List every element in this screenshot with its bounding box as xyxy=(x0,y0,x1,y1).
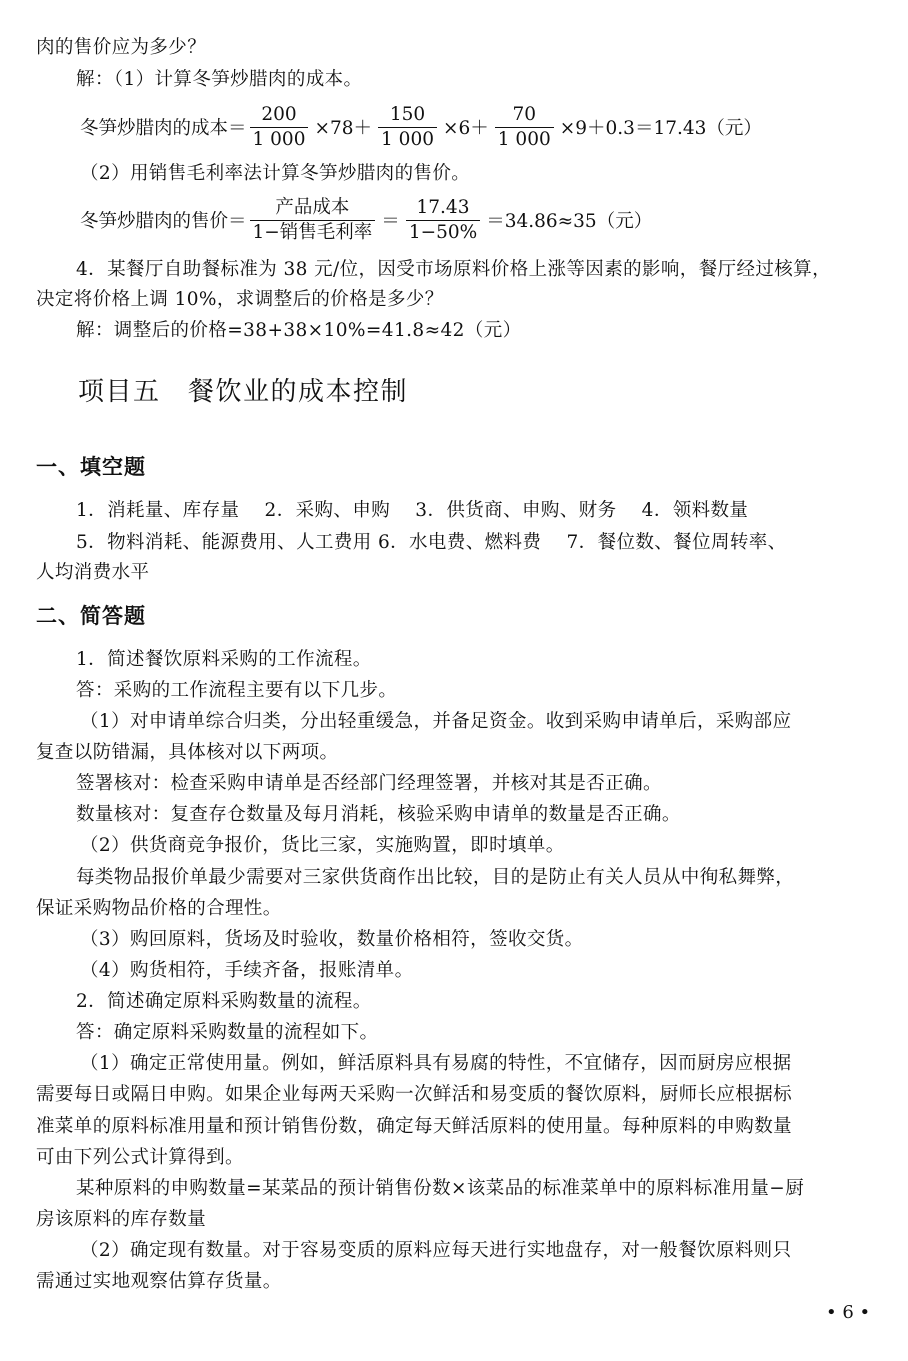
project-title: 项目五 餐饮业的成本控制 xyxy=(78,377,409,407)
fraction xyxy=(378,103,437,152)
paragraph-line: 准菜单的原料标准用量和预计销售份数，确定每天鲜活原料的使用量。每种原料的申购数量 xyxy=(36,1116,793,1137)
paragraph-line: 签署核对：检查采购申请单是否经部门经理签署，并核对其是否正确。 xyxy=(76,773,662,794)
paragraph-line: 决定将价格上调 10%，求调整后的价格是多少？ xyxy=(36,289,444,310)
paragraph-line: （2）用销售毛利率法计算冬笋炒腊肉的售价。 xyxy=(80,163,471,184)
paragraph-line: 答：确定原料采购数量的流程如下。 xyxy=(76,1022,379,1043)
answer-line: 5．物料消耗、能源费用、人工费用 6．水电费、燃料费 7．餐位数、餐位周转率、 xyxy=(76,532,787,553)
fraction-denominator: 1 000 xyxy=(495,127,554,152)
paragraph-line: （1）确定正常使用量。例如，鲜活原料具有易腐的特性，不宜储存，因而厨房应根据 xyxy=(80,1053,792,1074)
section-heading-fill-in: 一、填空题 xyxy=(36,455,146,479)
paragraph-line: 每类物品报价单最少需要对三家供货商作出比较，目的是防止有关人员从中徇私舞弊， xyxy=(76,867,795,888)
formula-term: ×9＋0.3＝17.43（元） xyxy=(559,118,762,139)
paragraph-line: （2）供货商竞争报价，货比三家，实施购置，即时填单。 xyxy=(80,835,565,856)
page-number: • 6 • xyxy=(826,1302,871,1323)
paragraph-line: 2．简述确定原料采购数量的流程。 xyxy=(76,991,372,1012)
answer-line: 1．消耗量、库存量 2．采购、申购 3．供货商、申购、财务 4．领料数量 xyxy=(76,500,749,521)
paragraph-line: 解：（1）计算冬笋炒腊肉的成本。 xyxy=(76,69,363,90)
formula-term: ＝ xyxy=(381,211,400,232)
formula-lhs: 冬笋炒腊肉的成本＝ xyxy=(80,118,247,139)
fraction-numerator: 产品成本 xyxy=(275,196,350,218)
paragraph-line: （4）购货相符，手续齐备，报账清单。 xyxy=(80,960,414,981)
price-formula xyxy=(80,193,655,247)
paragraph-line: 4．某餐厅自助餐标准为 38 元/位，因受市场原料价格上涨等因素的影响，餐厅经过核算， xyxy=(76,259,832,280)
formula-term: ×6＋ xyxy=(443,118,489,139)
fraction-numerator: 70 xyxy=(512,103,537,125)
paragraph-line: 数量核对：复查存仓数量及每月消耗，核验采购申请单的数量是否正确。 xyxy=(76,804,681,825)
paragraph-line: 需通过实地观察估算存货量。 xyxy=(36,1271,282,1292)
formula-term: ＝34.86≈35（元） xyxy=(486,211,653,232)
cost-formula xyxy=(80,100,765,154)
formula-lhs: 冬笋炒腊肉的售价＝ xyxy=(80,211,247,232)
paragraph-line: 解：调整后的价格=38+38×10%=41.8≈42（元） xyxy=(76,320,522,341)
fraction xyxy=(495,103,554,152)
fraction-numerator: 17.43 xyxy=(416,196,470,218)
paragraph-line: （1）对申请单综合归类，分出轻重缓急，并备足资金。收到采购申请单后，采购部应 xyxy=(80,711,792,732)
paragraph-line: 肉的售价应为多少？ xyxy=(36,37,207,58)
fraction-denominator: 1−50% xyxy=(406,220,480,245)
paragraph-line: 某种原料的申购数量=某菜品的预计销售份数×该菜品的标准菜单中的原料标准用量−厨 xyxy=(76,1178,805,1199)
formula-term: ×78＋ xyxy=(314,118,373,139)
paragraph-line: 答：采购的工作流程主要有以下几步。 xyxy=(76,680,398,701)
fraction xyxy=(250,103,309,152)
section-heading-short-answer: 二、简答题 xyxy=(36,604,146,628)
paragraph-line: 复查以防错漏，具体核对以下两项。 xyxy=(36,742,339,763)
fraction-numerator: 150 xyxy=(389,103,426,125)
answer-line: 人均消费水平 xyxy=(36,562,150,583)
paragraph-line: 可由下列公式计算得到。 xyxy=(36,1147,244,1168)
paragraph-line: 保证采购物品价格的合理性。 xyxy=(36,898,282,919)
fraction-numerator: 200 xyxy=(261,103,297,125)
paragraph-line: 房该原料的库存数量 xyxy=(36,1209,207,1230)
paragraph-line: （2）确定现有数量。对于容易变质的原料应每天进行实地盘存，对一般餐饮原料则只 xyxy=(80,1240,792,1261)
paragraph-line: （3）购回原料，货场及时验收，数量价格相符，签收交货。 xyxy=(80,929,584,950)
fraction-denominator: 1−销售毛利率 xyxy=(250,220,376,245)
paragraph-line: 需要每日或隔日申购。如果企业每两天采购一次鲜活和易变质的餐饮原料，厨师长应根据标 xyxy=(36,1084,793,1105)
fraction xyxy=(250,196,376,245)
fraction xyxy=(406,196,480,245)
fraction-denominator: 1 000 xyxy=(378,127,437,152)
paragraph-line: 1．简述餐饮原料采购的工作流程。 xyxy=(76,649,372,670)
fraction-denominator: 1 000 xyxy=(250,127,309,152)
